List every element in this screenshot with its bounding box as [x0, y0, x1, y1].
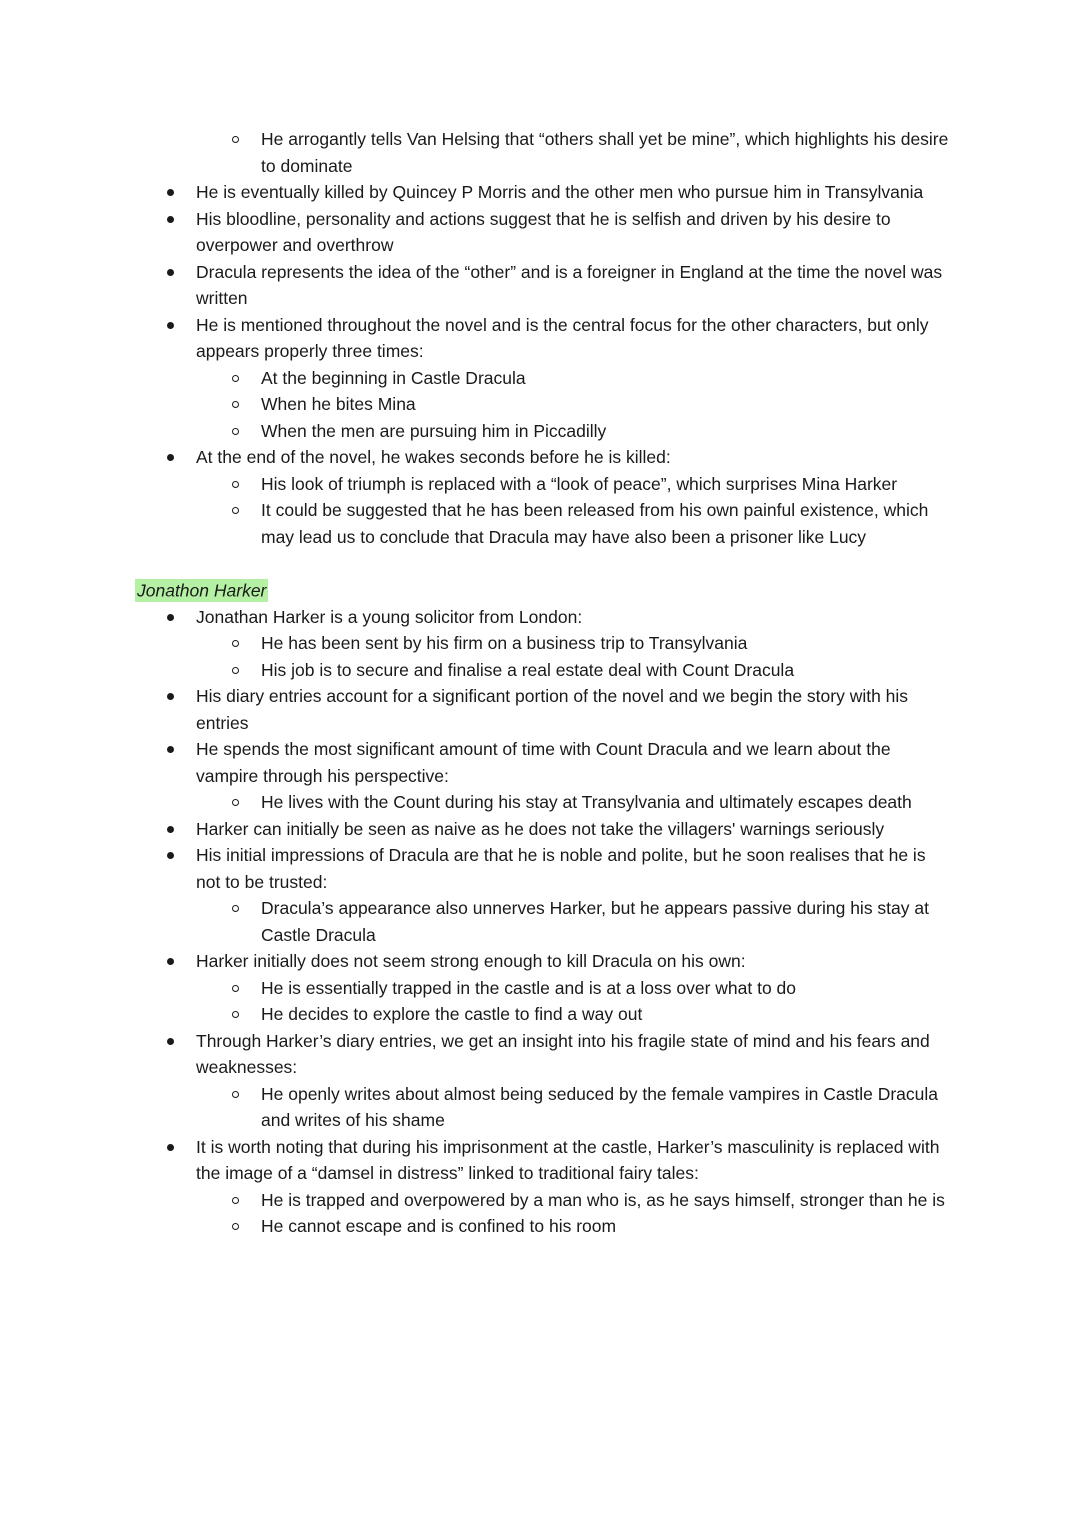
list-item: [230, 789, 950, 816]
bullet-hollow-icon: [230, 365, 261, 382]
list-item-text: Jonathan Harker is a young solicitor from London:: [196, 606, 583, 627]
bullet-filled-icon: [165, 1134, 196, 1151]
list-item-text: His job is to secure and finalise a real estate deal with Count Dracula: [261, 659, 795, 680]
list-item: [230, 630, 950, 657]
bullet-hollow-icon: [230, 497, 261, 514]
bullet-filled-icon: [165, 683, 196, 700]
list-item-text: He openly writes about almost being seduced by the female vampires in Castle Dracula and writes of his shame: [261, 1083, 939, 1130]
list-item-text: It could be suggested that he has been released from his own painful existence, which may lead us to conclude that Dracula may have also been a prisoner like Lucy: [261, 500, 929, 547]
list-item-text: His initial impressions of Dracula are that he is noble and polite, but he soon realises that he is not to be trusted:: [196, 845, 926, 892]
list-item-text: He is mentioned throughout the novel and is the central focus for the other characters, but only appears properly three times:: [196, 314, 929, 361]
list-item: [165, 842, 950, 895]
bullet-hollow-icon: [230, 471, 261, 488]
list-item: [165, 1134, 950, 1187]
list-item: [165, 259, 950, 312]
list-item-text: He decides to explore the castle to find a way out: [261, 1004, 643, 1024]
list-item: [165, 312, 950, 365]
list-item-text: He is essentially trapped in the castle and is at a loss over what to do: [261, 977, 797, 998]
bullet-hollow-icon: [230, 126, 261, 143]
list-item-text: When he bites Mina: [261, 394, 416, 414]
section-heading-highlight: Jonathon Harker: [137, 580, 267, 600]
bullet-filled-icon: [165, 179, 196, 196]
list-item-text: He lives with the Count during his stay at Transylvania and ultimately escapes death: [261, 792, 912, 812]
bullet-filled-icon: [165, 604, 196, 621]
list-item: [230, 1001, 950, 1028]
list-item-text: He is trapped and overpowered by a man who is, as he says himself, stronger than he is: [261, 1189, 945, 1210]
list-item-text: He arrogantly tells Van Helsing that “others shall yet be mine”, which highlights his desire to dominate: [261, 129, 949, 176]
bullet-filled-icon: [165, 206, 196, 223]
list-item: [165, 948, 950, 975]
bullet-hollow-icon: [230, 418, 261, 435]
list-item: [230, 471, 950, 498]
list-item-text: He is eventually killed by Quincey P Morris and the other men who pursue him in Transylvania: [196, 182, 924, 202]
list-item: [165, 736, 950, 789]
list-item: [165, 604, 950, 631]
list-item-text: It is worth noting that during his imprisonment at the castle, Harker’s masculinity is replaced with the image of a “damsel in distress” linked to traditional fairy tales:: [196, 1136, 940, 1183]
list-item-text: He spends the most significant amount of time with Count Dracula and we learn about the vampire through his perspective:: [196, 739, 891, 786]
list-item-text: His look of triumph is replaced with a “look of peace”, which surprises Mina Harker: [261, 473, 898, 494]
bullet-hollow-icon: [230, 630, 261, 647]
bullet-hollow-icon: [230, 391, 261, 408]
list-item-text: At the beginning in Castle Dracula: [261, 367, 526, 388]
list-item-text: Dracula’s appearance also unnerves Harker, but he appears passive during his stay at Castle Dracula: [261, 898, 929, 945]
list-item-text: He cannot escape and is confined to his room: [261, 1216, 617, 1236]
list-item-text: Dracula represents the idea of the “other” and is a foreigner in England at the time the novel was written: [196, 261, 943, 308]
bullet-hollow-icon: [230, 1081, 261, 1098]
bullet-filled-icon: [165, 444, 196, 461]
list-item: [230, 975, 950, 1002]
list-item: [230, 391, 950, 418]
bullet-hollow-icon: [230, 975, 261, 992]
list-item: [230, 657, 950, 684]
bullet-filled-icon: [165, 816, 196, 833]
bullet-filled-icon: [165, 948, 196, 965]
document-content: [135, 126, 950, 1240]
bullet-hollow-icon: [230, 657, 261, 674]
list-item-text: When the men are pursuing him in Piccadilly: [261, 420, 607, 441]
bullet-filled-icon: [165, 842, 196, 859]
list-item: [230, 1213, 950, 1240]
bullet-hollow-icon: [230, 895, 261, 912]
bullet-filled-icon: [165, 259, 196, 276]
list-item: [165, 1028, 950, 1081]
list-item: [165, 179, 950, 206]
list-item: [230, 1187, 950, 1214]
list-item: [230, 1081, 950, 1134]
bullet-filled-icon: [165, 1028, 196, 1045]
list-item-text: He has been sent by his firm on a business trip to Transylvania: [261, 633, 748, 653]
list-item: [165, 683, 950, 736]
list-item-text: Through Harker’s diary entries, we get an insight into his fragile state of mind and his fears and weaknesses:: [196, 1030, 930, 1077]
list-item-text: Harker initially does not seem strong enough to kill Dracula on his own:: [196, 951, 746, 971]
bullet-filled-icon: [165, 312, 196, 329]
list-item: [230, 126, 950, 179]
list-item: [165, 206, 950, 259]
bullet-hollow-icon: [230, 789, 261, 806]
section-heading: [135, 577, 950, 604]
list-item-text: His diary entries account for a significant portion of the novel and we begin the story with his entries: [196, 686, 909, 733]
bullet-hollow-icon: [230, 1187, 261, 1204]
bullet-hollow-icon: [230, 1213, 261, 1230]
list-item-text: At the end of the novel, he wakes seconds before he is killed:: [196, 447, 671, 467]
bullet-hollow-icon: [230, 1001, 261, 1018]
list-item-text: Harker can initially be seen as naive as he does not take the villagers' warnings seriously: [196, 818, 885, 839]
list-item: [165, 444, 950, 471]
list-item-text: His bloodline, personality and actions suggest that he is selfish and driven by his desire to overpower and overthrow: [196, 208, 891, 255]
list-item: [230, 418, 950, 445]
bullet-filled-icon: [165, 736, 196, 753]
list-item: [230, 497, 950, 550]
list-item: [230, 365, 950, 392]
list-item: [165, 816, 950, 843]
list-item: [230, 895, 950, 948]
